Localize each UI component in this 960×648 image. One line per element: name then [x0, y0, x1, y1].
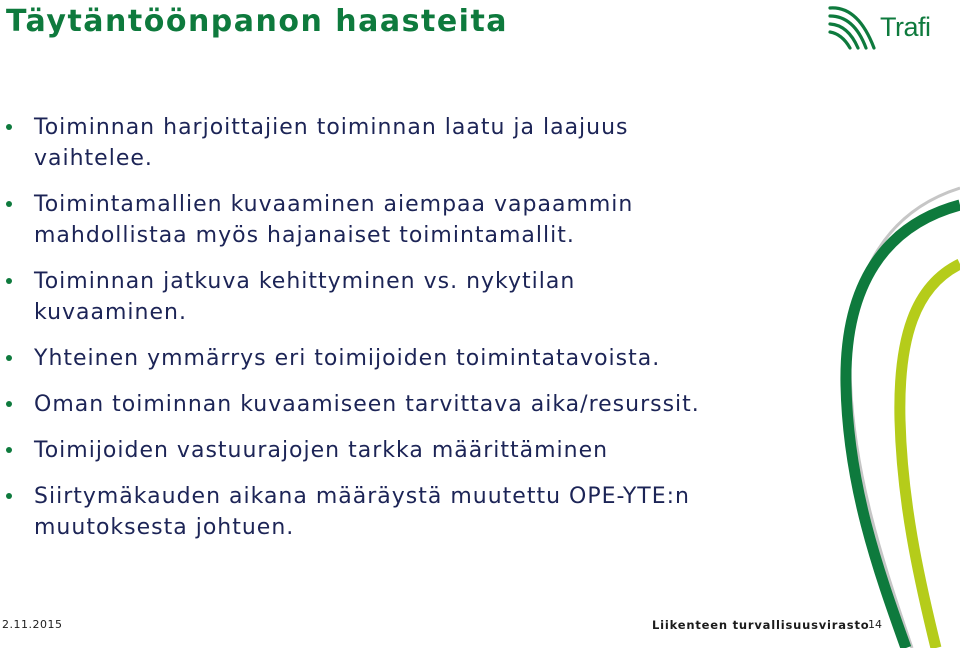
- bullet-item: [0, 343, 800, 374]
- footer-date: 2.11.2015: [2, 618, 63, 631]
- bullet-item: [0, 112, 800, 174]
- slide-title: Täytäntöönpanon haasteita: [6, 4, 509, 39]
- bullet-item: [0, 189, 800, 251]
- bullet-text: Toiminnan jatkuva kehittyminen vs. nykytilan kuvaaminen.: [34, 269, 576, 325]
- bullet-dot: [6, 401, 12, 407]
- bullet-item: [0, 389, 800, 420]
- page-number: 14: [868, 618, 882, 631]
- bullet-text: Toimijoiden vastuurajojen tarkka määrittäminen: [34, 438, 609, 463]
- bullet-dot: [6, 493, 12, 499]
- bullet-dot: [6, 355, 12, 361]
- bullet-dot: [6, 124, 12, 130]
- footer-organization: Liikenteen turvallisuusvirasto: [652, 618, 870, 632]
- bullet-item: [0, 266, 800, 328]
- logo-wordmark: Trafi: [880, 12, 931, 42]
- bullet-text: Siirtymäkauden aikana määräystä muutettu OPE-YTE:n muutoksesta johtuen.: [34, 484, 690, 540]
- bullet-list: [0, 112, 800, 558]
- bullet-item: [0, 435, 800, 466]
- bullet-dot: [6, 201, 12, 207]
- bullet-dot: [6, 278, 12, 284]
- bullet-text: Toimintamallien kuvaaminen aiempaa vapaammin mahdollistaa myös hajanaiset toimintamallit.: [34, 192, 634, 248]
- trafi-swoosh-icon: [828, 4, 880, 54]
- bullet-text: Oman toiminnan kuvaamiseen tarvittava aika/resurssit.: [34, 392, 700, 417]
- bullet-item: [0, 481, 800, 543]
- bullet-text: Yhteinen ymmärrys eri toimijoiden toimintatavoista.: [34, 346, 661, 371]
- trafi-logo: [828, 4, 948, 54]
- bullet-dot: [6, 447, 12, 453]
- bullet-text: Toiminnan harjoittajien toiminnan laatu ja laajuus vaihtelee.: [34, 115, 629, 171]
